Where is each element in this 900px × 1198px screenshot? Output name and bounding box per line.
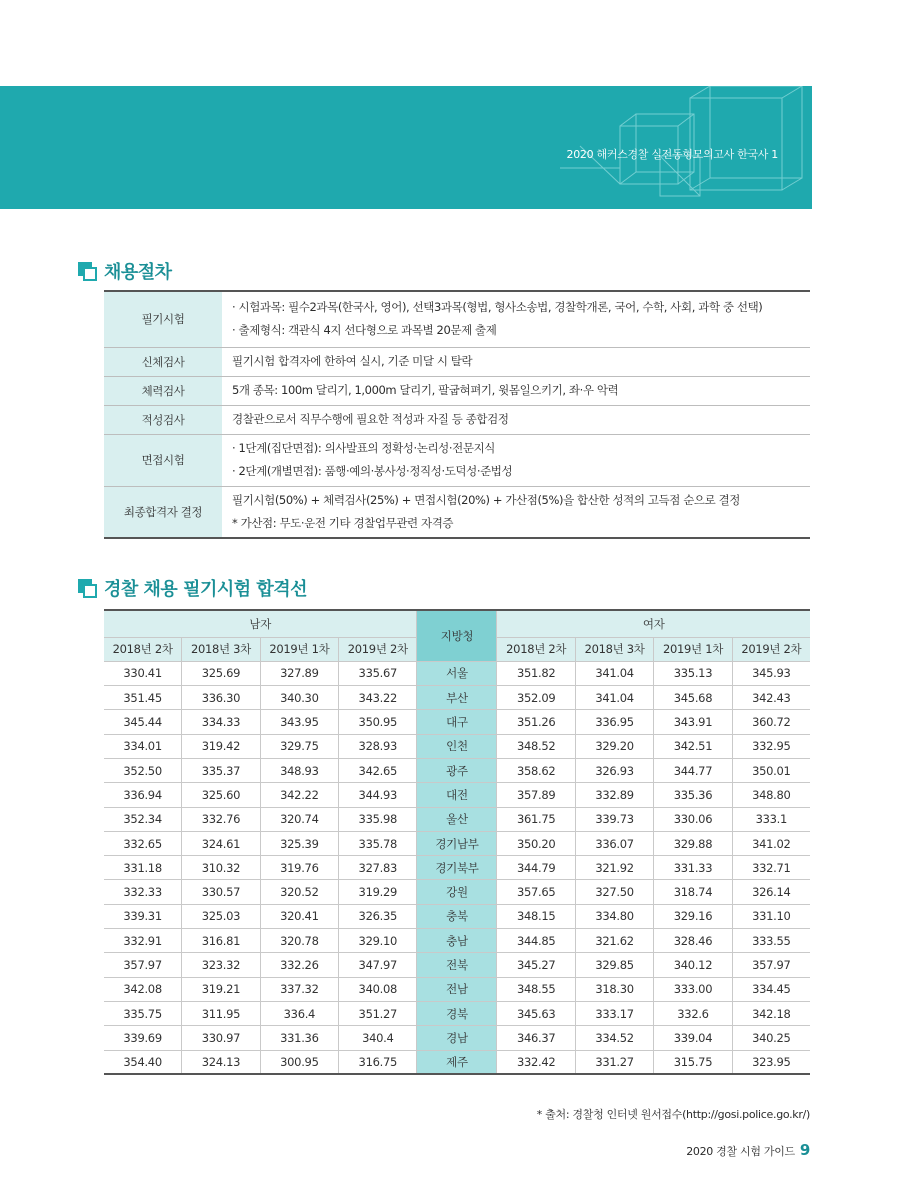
male-score-cell: 351.45 [104,686,182,710]
male-score-cell: 316.81 [182,929,260,953]
male-score-cell: 354.40 [104,1050,182,1074]
male-score-cell: 335.67 [339,661,417,685]
female-score-cell: 333.00 [654,977,732,1001]
male-score-cell: 319.29 [339,880,417,904]
female-score-cell: 342.51 [654,734,732,758]
row-label: 신체검사 [104,347,222,376]
male-score-cell: 332.91 [104,929,182,953]
male-score-cell: 336.4 [260,1001,338,1025]
column-header: 2019년 2차 [732,637,810,661]
table-row [104,783,810,807]
male-score-cell: 336.30 [182,686,260,710]
region-cell: 광주 [417,758,497,782]
female-score-cell: 339.73 [575,807,653,831]
female-score-cell: 358.62 [497,758,575,782]
footer-title: 2020 경찰 시험 가이드 [686,1145,795,1158]
row-label: 체력검사 [104,376,222,405]
score-table-body [104,661,810,1074]
female-score-cell: 334.52 [575,1026,653,1050]
female-score-cell: 326.93 [575,758,653,782]
male-score-cell: 329.10 [339,929,417,953]
column-header: 2018년 2차 [104,637,182,661]
cutoff-score-table [104,609,810,1075]
region-cell: 강원 [417,880,497,904]
region-cell: 서울 [417,661,497,685]
row-body [222,486,810,538]
source-note: * 출처: 경찰청 인터넷 원서접수(http://gosi.police.go.kr/) [536,1108,810,1121]
male-score-cell: 330.97 [182,1026,260,1050]
table-row [104,880,810,904]
male-score-cell: 334.01 [104,734,182,758]
table-row [104,376,810,405]
header-banner [0,86,812,209]
row-body [222,347,810,376]
male-score-cell: 319.21 [182,977,260,1001]
female-score-cell: 351.82 [497,661,575,685]
female-score-cell: 329.16 [654,904,732,928]
female-score-cell: 330.06 [654,807,732,831]
female-score-cell: 344.79 [497,856,575,880]
female-score-cell: 357.89 [497,783,575,807]
male-score-cell: 340.08 [339,977,417,1001]
male-score-cell: 343.22 [339,686,417,710]
female-score-cell: 332.71 [732,856,810,880]
male-score-cell: 325.69 [182,661,260,685]
region-cell: 대전 [417,783,497,807]
male-score-cell: 330.57 [182,880,260,904]
male-score-cell: 348.93 [260,758,338,782]
row-body [222,434,810,486]
region-cell: 충북 [417,904,497,928]
region-cell: 전북 [417,953,497,977]
row-body [222,376,810,405]
female-score-cell: 346.37 [497,1026,575,1050]
female-score-cell: 335.13 [654,661,732,685]
body-line: · 2단계(개별면접): 품행·예의·봉사성·정직성·도덕성·준법성 [232,464,513,478]
male-score-cell: 325.60 [182,783,260,807]
header-row [104,610,810,637]
male-score-cell: 311.95 [182,1001,260,1025]
body-line: * 가산점: 무도·운전 기타 경찰업무관련 자격증 [232,515,454,530]
region-cell: 대구 [417,710,497,734]
female-score-cell: 352.09 [497,686,575,710]
male-score-cell: 335.75 [104,1001,182,1025]
male-score-cell: 342.65 [339,758,417,782]
female-score-cell: 341.04 [575,661,653,685]
female-score-cell: 336.07 [575,831,653,855]
female-score-cell: 342.18 [732,1001,810,1025]
female-score-cell: 340.25 [732,1026,810,1050]
female-score-cell: 344.77 [654,758,732,782]
male-score-cell: 325.03 [182,904,260,928]
table-row [104,434,810,486]
table-row [104,1026,810,1050]
female-score-cell: 348.15 [497,904,575,928]
male-score-cell: 324.13 [182,1050,260,1074]
female-score-cell: 350.01 [732,758,810,782]
male-score-cell: 316.75 [339,1050,417,1074]
female-score-cell: 327.50 [575,880,653,904]
female-score-cell: 340.12 [654,953,732,977]
table-row [104,486,810,538]
body-line: 필기시험 합격자에 한하여 실시, 기준 미달 시 탈락 [232,354,473,368]
table-row [104,347,810,376]
body-line: 필기시험(50%) + 체력검사(25%) + 면접시험(20%) + 가산점(5%)을 합산한 성적의 고득점 순으로 결정 [232,492,741,507]
square-bullet-icon [78,262,97,281]
female-score-cell: 329.20 [575,734,653,758]
female-score-cell: 318.30 [575,977,653,1001]
region-cell: 부산 [417,686,497,710]
male-score-cell: 343.95 [260,710,338,734]
table-row [104,831,810,855]
female-score-cell: 333.1 [732,807,810,831]
female-score-cell: 339.04 [654,1026,732,1050]
square-bullet-icon [78,579,97,598]
region-cell: 제주 [417,1050,497,1074]
female-score-cell: 329.88 [654,831,732,855]
female-score-cell: 341.04 [575,686,653,710]
male-score-cell: 339.69 [104,1026,182,1050]
male-score-cell: 342.08 [104,977,182,1001]
female-score-cell: 342.43 [732,686,810,710]
table-row [104,291,810,347]
section-title-cutoff [78,575,307,601]
table-row [104,1050,810,1074]
male-score-cell: 351.27 [339,1001,417,1025]
female-score-cell: 328.46 [654,929,732,953]
female-score-cell: 321.92 [575,856,653,880]
male-score-cell: 332.65 [104,831,182,855]
female-score-cell: 321.62 [575,929,653,953]
female-score-cell: 326.14 [732,880,810,904]
body-line: · 1단계(집단면접): 의사발표의 정확성·논리성·전문지식 [232,441,495,455]
male-score-cell: 327.89 [260,661,338,685]
region-cell: 충남 [417,929,497,953]
row-label: 면접시험 [104,434,222,486]
female-score-cell: 333.55 [732,929,810,953]
region-cell: 전남 [417,977,497,1001]
female-score-cell: 332.89 [575,783,653,807]
male-score-cell: 319.76 [260,856,338,880]
male-score-cell: 332.26 [260,953,338,977]
female-score-cell: 318.74 [654,880,732,904]
male-score-cell: 342.22 [260,783,338,807]
table-row [104,929,810,953]
male-score-cell: 344.93 [339,783,417,807]
female-score-cell: 345.27 [497,953,575,977]
male-score-cell: 340.30 [260,686,338,710]
table-row [104,758,810,782]
table-row [104,734,810,758]
female-score-cell: 343.91 [654,710,732,734]
region-cell: 경북 [417,1001,497,1025]
male-score-cell: 310.32 [182,856,260,880]
region-cell: 인천 [417,734,497,758]
male-score-cell: 319.42 [182,734,260,758]
male-score-cell: 347.97 [339,953,417,977]
female-score-cell: 332.6 [654,1001,732,1025]
female-score-cell: 332.95 [732,734,810,758]
female-score-cell: 336.95 [575,710,653,734]
row-label: 적성검사 [104,405,222,434]
male-score-cell: 300.95 [260,1050,338,1074]
table-row [104,1001,810,1025]
region-cell: 경남 [417,1026,497,1050]
body-line: 경찰관으로서 직무수행에 필요한 적성과 자질 등 종합검정 [232,412,509,426]
column-header: 2019년 1차 [260,637,338,661]
female-score-cell: 360.72 [732,710,810,734]
region-cell: 경기북부 [417,856,497,880]
region-cell: 울산 [417,807,497,831]
female-score-cell: 334.45 [732,977,810,1001]
region-cell: 경기남부 [417,831,497,855]
female-score-cell: 331.33 [654,856,732,880]
female-score-cell: 329.85 [575,953,653,977]
male-score-cell: 320.74 [260,807,338,831]
column-header: 2018년 3차 [182,637,260,661]
table-row [104,405,810,434]
column-header: 2019년 2차 [339,637,417,661]
female-score-cell: 357.65 [497,880,575,904]
section-title-text: 경찰 채용 필기시험 합격선 [104,579,308,600]
male-score-cell: 352.50 [104,758,182,782]
column-header: 2019년 1차 [654,637,732,661]
female-score-cell: 361.75 [497,807,575,831]
male-score-cell: 327.83 [339,856,417,880]
section-title-process [78,258,172,284]
table-row [104,953,810,977]
body-line: · 시험과목: 필수2과목(한국사, 영어), 선택3과목(형법, 형사소송법, 경찰학개론, 국어, 수학, 사회, 과학 중 선택) [232,300,763,315]
row-body [222,291,810,347]
table-row [104,686,810,710]
body-line: · 출제형식: 객관식 4지 선다형으로 과목별 20문제 출제 [232,323,497,338]
male-score-cell: 335.98 [339,807,417,831]
page-number: 9 [799,1141,810,1159]
header-title: 2020 해커스경찰 실전동형모의고사 한국사 1 [566,148,778,161]
female-score-cell: 315.75 [654,1050,732,1074]
female-score-cell: 344.85 [497,929,575,953]
female-score-cell: 348.80 [732,783,810,807]
section-title-text: 채용절차 [104,262,172,283]
table-row [104,856,810,880]
female-score-cell: 348.55 [497,977,575,1001]
male-score-cell: 320.52 [260,880,338,904]
male-score-cell: 326.35 [339,904,417,928]
female-group-header: 여자 [497,610,810,637]
male-score-cell: 323.32 [182,953,260,977]
female-score-cell: 331.10 [732,904,810,928]
male-score-cell: 331.18 [104,856,182,880]
female-score-cell: 333.17 [575,1001,653,1025]
female-score-cell: 341.02 [732,831,810,855]
male-score-cell: 340.4 [339,1026,417,1050]
table-row [104,904,810,928]
male-score-cell: 324.61 [182,831,260,855]
female-score-cell: 348.52 [497,734,575,758]
male-score-cell: 357.97 [104,953,182,977]
female-score-cell: 345.68 [654,686,732,710]
column-header: 2018년 2차 [497,637,575,661]
male-score-cell: 335.78 [339,831,417,855]
female-score-cell: 334.80 [575,904,653,928]
female-score-cell: 323.95 [732,1050,810,1074]
female-score-cell: 345.63 [497,1001,575,1025]
female-score-cell: 335.36 [654,783,732,807]
row-label: 최종합격자 결정 [104,486,222,538]
page-footer [686,1141,810,1159]
table-row [104,977,810,1001]
male-score-cell: 330.41 [104,661,182,685]
male-score-cell: 331.36 [260,1026,338,1050]
male-score-cell: 350.95 [339,710,417,734]
male-score-cell: 325.39 [260,831,338,855]
female-score-cell: 351.26 [497,710,575,734]
recruitment-process-table [104,290,810,539]
female-score-cell: 350.20 [497,831,575,855]
male-score-cell: 335.37 [182,758,260,782]
female-score-cell: 331.27 [575,1050,653,1074]
male-score-cell: 329.75 [260,734,338,758]
table-row [104,807,810,831]
male-score-cell: 328.93 [339,734,417,758]
male-score-cell: 334.33 [182,710,260,734]
male-score-cell: 339.31 [104,904,182,928]
male-score-cell: 320.78 [260,929,338,953]
column-header: 2018년 3차 [575,637,653,661]
male-group-header: 남자 [104,610,417,637]
male-score-cell: 332.33 [104,880,182,904]
table-row [104,710,810,734]
female-score-cell: 357.97 [732,953,810,977]
male-score-cell: 320.41 [260,904,338,928]
male-score-cell: 337.32 [260,977,338,1001]
body-line: 5개 종목: 100m 달리기, 1,000m 달리기, 팔굽혀펴기, 윗몸일으키기, 좌·우 악력 [232,383,619,397]
table-row [104,661,810,685]
region-header: 지방청 [417,610,497,661]
male-score-cell: 332.76 [182,807,260,831]
male-score-cell: 345.44 [104,710,182,734]
male-score-cell: 352.34 [104,807,182,831]
male-score-cell: 336.94 [104,783,182,807]
row-label: 필기시험 [104,291,222,347]
row-body [222,405,810,434]
female-score-cell: 345.93 [732,661,810,685]
female-score-cell: 332.42 [497,1050,575,1074]
